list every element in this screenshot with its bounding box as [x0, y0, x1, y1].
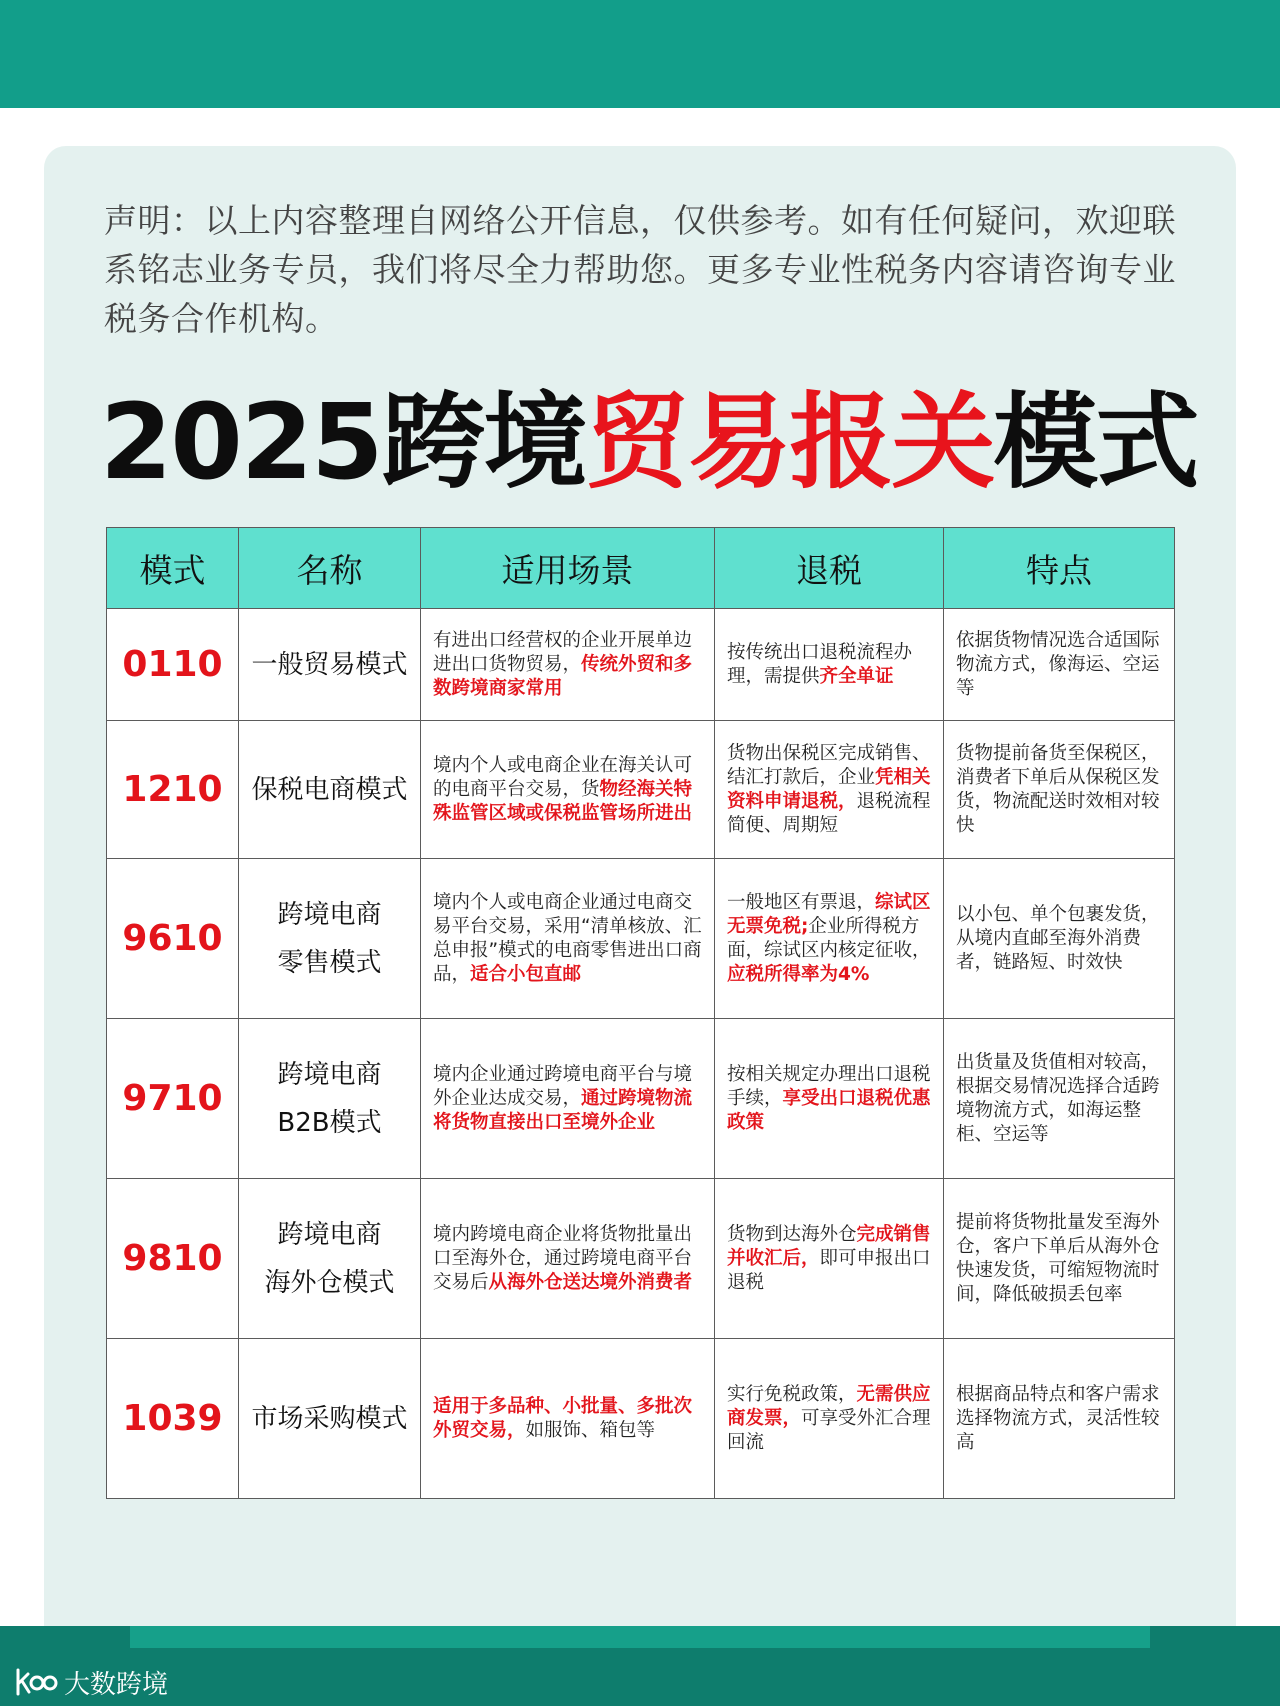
mode-name-line: B2B模式	[277, 1107, 382, 1138]
mode-name-line: 一般贸易模式	[251, 649, 408, 680]
body-text: 退税流程简便、周期短	[727, 790, 931, 836]
mode-name	[239, 1019, 421, 1179]
scene-cell	[421, 1339, 715, 1499]
table-row	[107, 721, 1175, 859]
highlight-text: 通过跨境物流将货物直接出口至境外企业	[433, 1087, 693, 1133]
header-name: 名称	[239, 528, 421, 609]
scene-cell	[421, 721, 715, 859]
table-row	[107, 1019, 1175, 1179]
body-text: 一般地区有票退，	[727, 891, 876, 913]
body-text: 按传统出口退税流程办理，需提供	[727, 641, 913, 687]
body-text: 即可申报出口退税	[727, 1247, 931, 1293]
scene-cell	[421, 859, 715, 1019]
title-part-highlight: 贸易报关	[585, 381, 994, 503]
table-header-row	[107, 528, 1175, 609]
body-text: 有进出口经营权的企业开展单边进出口货物贸易，	[433, 629, 693, 675]
body-text: 境内企业通过跨境电商平台与境外企业达成交易，	[433, 1063, 693, 1109]
header-mode: 模式	[107, 528, 239, 609]
mode-name-line: 海外仓模式	[264, 1267, 395, 1298]
mode-name	[239, 721, 421, 859]
page-title	[100, 381, 1198, 503]
bottom-band-lip	[130, 1626, 1150, 1648]
highlight-text: 无需供应商发票，	[727, 1383, 931, 1429]
body-text: 根据商品特点和客户需求选择物流方式，灵活性较高	[956, 1383, 1160, 1453]
customs-modes-table	[106, 527, 1175, 1499]
tax-refund-cell	[715, 721, 944, 859]
body-text: 按相关规定办理出口退税手续，	[727, 1063, 931, 1109]
mode-name-line: 跨境电商	[277, 899, 382, 930]
highlight-text: 享受出口退税优惠政策	[727, 1087, 931, 1133]
body-text: 以小包、单个包裹发货，从境内直邮至海外消费者，链路短、时效快	[956, 903, 1160, 973]
mode-name	[239, 859, 421, 1019]
mode-code: 0110	[107, 609, 239, 721]
body-text: 货物出保税区完成销售、结汇打款后，企业	[727, 742, 931, 788]
highlight-text: 完成销售并收汇后，	[727, 1223, 931, 1269]
body-text: 依据货物情况选合适国际物流方式，像海运、空运等	[956, 629, 1160, 699]
body-text: 货物到达海外仓	[727, 1223, 857, 1245]
table-row	[107, 859, 1175, 1019]
body-text: 境内跨境电商企业将货物批量出口至海外仓，通过跨境电商平台交易后	[433, 1223, 693, 1293]
top-header-band	[0, 0, 1280, 108]
tax-refund-cell	[715, 1339, 944, 1499]
tax-refund-cell	[715, 1179, 944, 1339]
table-row	[107, 1179, 1175, 1339]
feature-cell	[944, 859, 1175, 1019]
feature-cell	[944, 1339, 1175, 1499]
brand-watermark	[14, 1664, 168, 1700]
header-tax-refund: 退税	[715, 528, 944, 609]
mode-code: 9710	[107, 1019, 239, 1179]
title-part-mode: 模式	[993, 381, 1198, 503]
mode-name	[239, 1179, 421, 1339]
bottom-band	[0, 1626, 1280, 1706]
brand-name: 大数跨境	[64, 1669, 169, 1700]
header-scene: 适用场景	[421, 528, 715, 609]
highlight-text: 齐全单证	[819, 665, 894, 687]
tax-refund-cell	[715, 1019, 944, 1179]
mode-name-line: 零售模式	[277, 947, 382, 978]
disclaimer-text: 声明：以上内容整理自网络公开信息，仅供参考。如有任何疑问，欢迎联系铭志业务专员，我们将尽全力帮助您。更多专业性税务内容请咨询专业税务合作机构。	[104, 201, 1176, 338]
feature-cell	[944, 1019, 1175, 1179]
scene-cell	[421, 1179, 715, 1339]
highlight-text: 适合小包直邮	[470, 963, 582, 985]
body-text: 实行免税政策，	[727, 1383, 857, 1405]
mode-name-line: 跨境电商	[277, 1219, 382, 1250]
table-row	[107, 609, 1175, 721]
highlight-text: 综试区无票免税;	[727, 891, 931, 937]
mode-code: 1039	[107, 1339, 239, 1499]
tax-refund-cell	[715, 609, 944, 721]
highlight-text: 凭相关资料申请退税，	[727, 766, 931, 812]
highlight-text: 从海外仓送达境外消费者	[488, 1271, 693, 1293]
body-text: 可享受外汇合理回流	[727, 1407, 931, 1453]
mode-code: 1210	[107, 721, 239, 859]
mode-code: 9610	[107, 859, 239, 1019]
highlight-text: 应税所得率为4%	[727, 963, 870, 985]
highlight-text: 适用于多品种、小批量、多批次外贸交易，	[433, 1395, 693, 1441]
body-text: 境内个人或电商企业在海关认可的电商平台交易，货	[433, 754, 693, 800]
highlight-text: 传统外贸和多数跨境商家常用	[433, 653, 693, 699]
scene-cell	[421, 1019, 715, 1179]
mode-name-line: 市场采购模式	[251, 1403, 408, 1434]
body-text: 提前将货物批量发至海外仓，客户下单后从海外仓快速发货，可缩短物流时间，降低破损丢包率	[956, 1211, 1160, 1305]
mode-name	[239, 609, 421, 721]
body-text: 如服饰、箱包等	[525, 1419, 656, 1441]
feature-cell	[944, 609, 1175, 721]
table-row	[107, 1339, 1175, 1499]
mode-name-line: 跨境电商	[277, 1059, 382, 1090]
title-part-year: 2025跨境	[100, 381, 586, 503]
body-text: 货物提前备货至保税区，消费者下单后从保税区发货，物流配送时效相对较快	[956, 742, 1160, 836]
header-features: 特点	[944, 528, 1175, 609]
body-text: 境内个人或电商企业通过电商交易平台交易，采用“清单核放、汇总申报”模式的电商零售进出口商品，	[433, 891, 702, 985]
mode-code: 9810	[107, 1179, 239, 1339]
feature-cell	[944, 1179, 1175, 1339]
feature-cell	[944, 721, 1175, 859]
body-text: 企业所得税方面，综试区内核定征收，	[727, 915, 931, 961]
highlight-text: 物经海关特殊监管区域或保税监管场所进出	[433, 778, 693, 824]
tax-refund-cell	[715, 859, 944, 1019]
kdo-logo-icon	[14, 1666, 58, 1698]
mode-name	[239, 1339, 421, 1499]
mode-name-line: 保税电商模式	[251, 774, 408, 805]
scene-cell	[421, 609, 715, 721]
body-text: 出货量及货值相对较高，根据交易情况选择合适跨境物流方式，如海运整柜、空运等	[956, 1051, 1160, 1145]
